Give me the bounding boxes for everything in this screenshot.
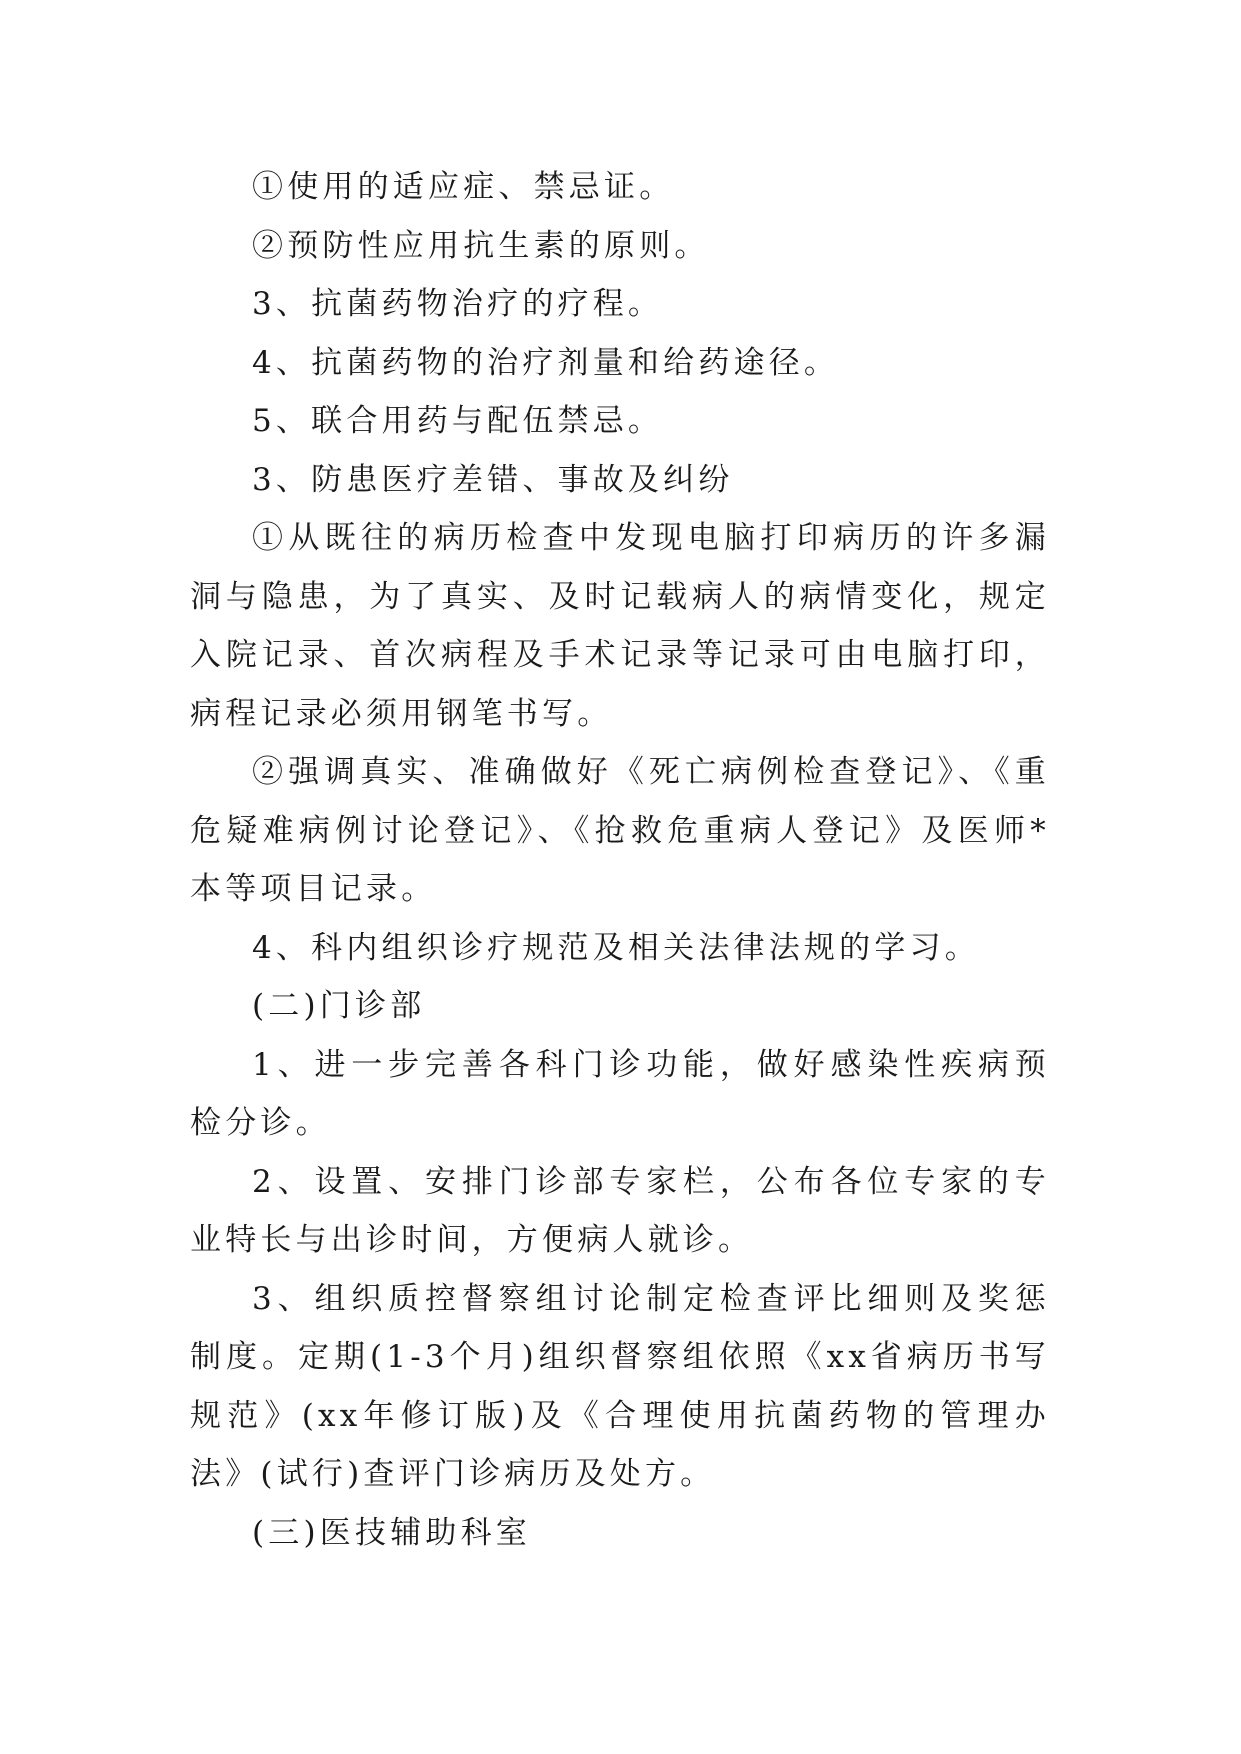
paragraph-4: 4、抗菌药物的治疗剂量和给药途径。 [252, 344, 840, 381]
paragraph-5: 5、联合用药与配伍禁忌。 [252, 403, 664, 439]
paragraph-11: 1、进一步完善各科门诊功能，做好感染性疾病预检分诊。 [190, 1046, 1050, 1141]
document-body [190, 158, 1050, 1562]
paragraph-3: 3、抗菌药物治疗的疗程。 [252, 286, 664, 322]
paragraph-6: 3、防患医疗差错、事故及纠纷 [252, 461, 734, 498]
paragraph-12: 2、设置、安排门诊部专家栏，公布各位专家的专业特长与出诊时间，方便病人就诊。 [190, 1163, 1050, 1258]
paragraph-9: 4、科内组织诊疗规范及相关法律法规的学习。 [252, 929, 980, 966]
paragraph-13: 3、组织质控督察组讨论制定检查评比细则及奖惩制度。定期(1-3个月)组织督察组依照《xx省病历书写规范》(xx年修订版)及《合理使用抗菌药物的管理办法》(试行)查评门诊病历及处方。 [190, 1280, 1050, 1492]
paragraph-8: ②强调真实、准确做好《死亡病例检查登记》、《重危疑难病例讨论登记》、《抢救危重病人登记》及医师*本等项目记录。 [190, 754, 1050, 907]
paragraph-2: ②预防性应用抗生素的原则。 [252, 227, 710, 264]
paragraph-7: ①从既往的病历检查中发现电脑打印病历的许多漏洞与隐患，为了真实、及时记载病人的病情变化，规定入院记录、首次病程及手术记录等记录可由电脑打印，病程记录必须用钢笔书写。 [190, 520, 1050, 732]
paragraph-10: (二)门诊部 [252, 988, 426, 1024]
paragraph-14: (三)医技辅助科室 [252, 1514, 531, 1551]
paragraph-1: ①使用的适应症、禁忌证。 [252, 169, 675, 205]
